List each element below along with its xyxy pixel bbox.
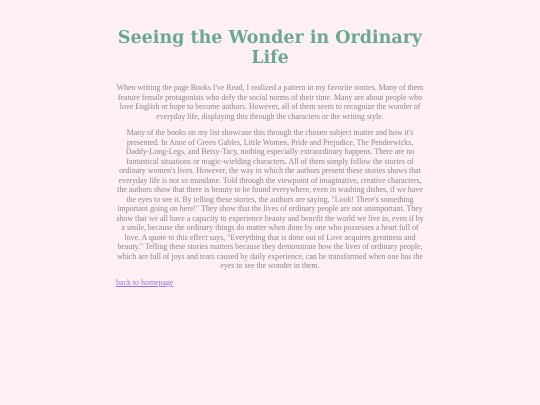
back-to-homepage-link[interactable]: back to homepage (116, 277, 174, 287)
page-title: Seeing the Wonder in Ordinary Life (117, 28, 423, 68)
body-paragraph: Many of the books on my list showcase this through the chosen subject matter and how it's presented. In Anne of Green Gables, Little Women, Pride and Prejudice, The Penderwicks, Daddy-Long-Legs, and Betsy-Tacy, nothing especially extraordinary happens. There are no fantastical situations or magic-wielding characters. All of them simply follow the stories of ordinary women's lives. However, the way in which the authors present these stories shows that everyday life is not so mundane. Told through the viewpoint of imaginative, creative characters, the authors show that there is beauty to be found everywhere, even in washing dishes, if we have the eyes to see it. By telling these stories, the authors are saying, "Look! There's something important going on here!" They show that the lives of ordinary people are not unimportant. They show that we all have a capacity to experience beauty and benefit the world we live in, even if by a smile, because the ordinary things do matter when done by one who possesses a heart full of love. A quote to this effect says, "Everything that is done out of Love acquires greatness and beauty." Telling these stories matters because they demonstrate how the lives of ordinary people, which are full of joys and tears caused by daily experience, can be transformed when one has the eyes to see the wonder in them. (116, 128, 424, 270)
article (116, 28, 424, 290)
intro-paragraph: When writing the page Books I've Read, I realized a pattern in my favorite stories. Many of them feature female protagonists who defy the social norms of their time. Many are about people who love English or hope to become authors. However, all of them seem to recognize the wonder of everyday life, displaying this through the characters or the writing style. (116, 83, 424, 121)
